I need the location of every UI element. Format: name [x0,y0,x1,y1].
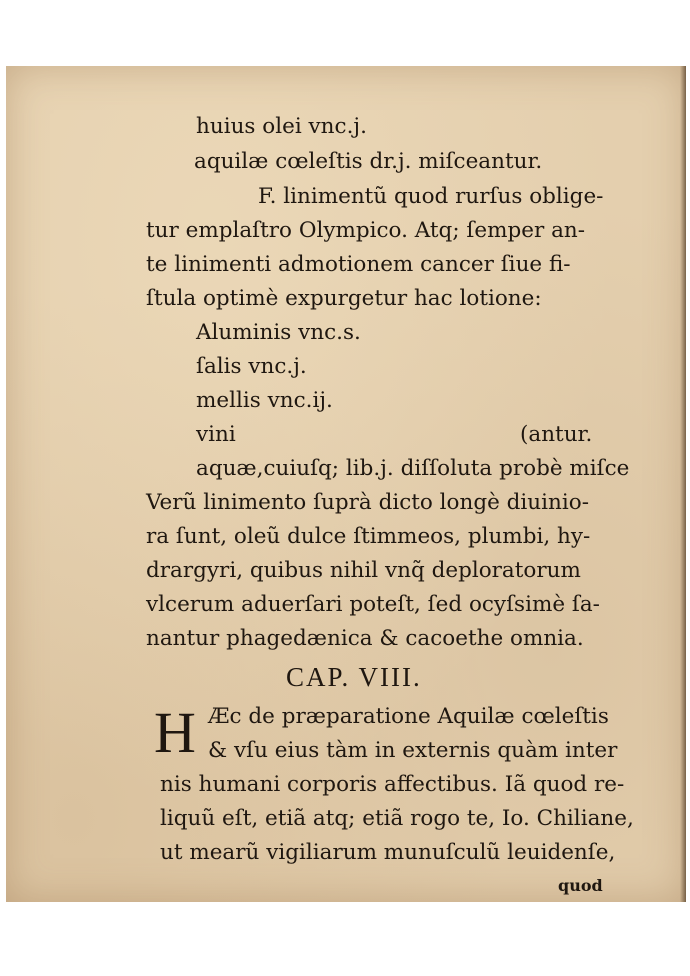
text-line: Aluminis vnc.s. [196,320,361,345]
drop-cap: H [154,700,196,765]
text-line: F. linimentũ quod rurſus oblige- [258,184,604,209]
text-line: vini [196,422,236,447]
text-line: huius olei vnc.j. [196,114,367,139]
chapter-text-line: ut mearũ vigiliarum munuſculũ leuidenſe, [160,840,616,865]
chapter-text-line: & vſu eius tàm in externis quàm inter [208,738,618,763]
text-line: drargyri, quibus nihil vnq̃ deploratorum [146,558,581,583]
text-line: ſtula optimè expurgetur hac lotione: [146,286,542,311]
page-edge-shadow [680,66,686,902]
text-line: ra ſunt, oleũ dulce ſtimmeos, plumbi, hy- [146,524,591,549]
text-line: nantur phagedænica & cacoethe omnia. [146,626,584,651]
text-line: vlcerum aduerſari poteſt, ſed ocyſsimè ſa- [146,592,600,617]
text-line: te linimenti admotionem cancer ſiue fi- [146,252,571,277]
book-page [6,66,686,902]
text-line: ſalis vnc.j. [196,354,307,379]
text-line: (antur. [520,422,593,447]
chapter-text-line: liquũ eſt, etiã atq; etiã rogo te, Io. Chiliane, [160,806,634,831]
catchword: quod [558,876,603,895]
text-line: tur emplaſtro Olympico. Atq; ſemper an- [146,218,585,243]
text-line: Verũ linimento ſuprà dicto longè diuinio- [146,490,589,515]
chapter-heading: CAP. VIII. [286,662,422,692]
chapter-text-line: nis humani corporis affectibus. Iã quod re- [160,772,625,797]
chapter-text-line: Æc de præparatione Aquilæ cœleſtis [208,704,609,729]
text-line: mellis vnc.ij. [196,388,333,413]
text-line: aquæ,cuiuſq; lib.j. diſſoluta probè miſce [196,456,630,481]
text-line: aquilæ cœleſtis dr.j. miſceantur. [194,149,543,174]
